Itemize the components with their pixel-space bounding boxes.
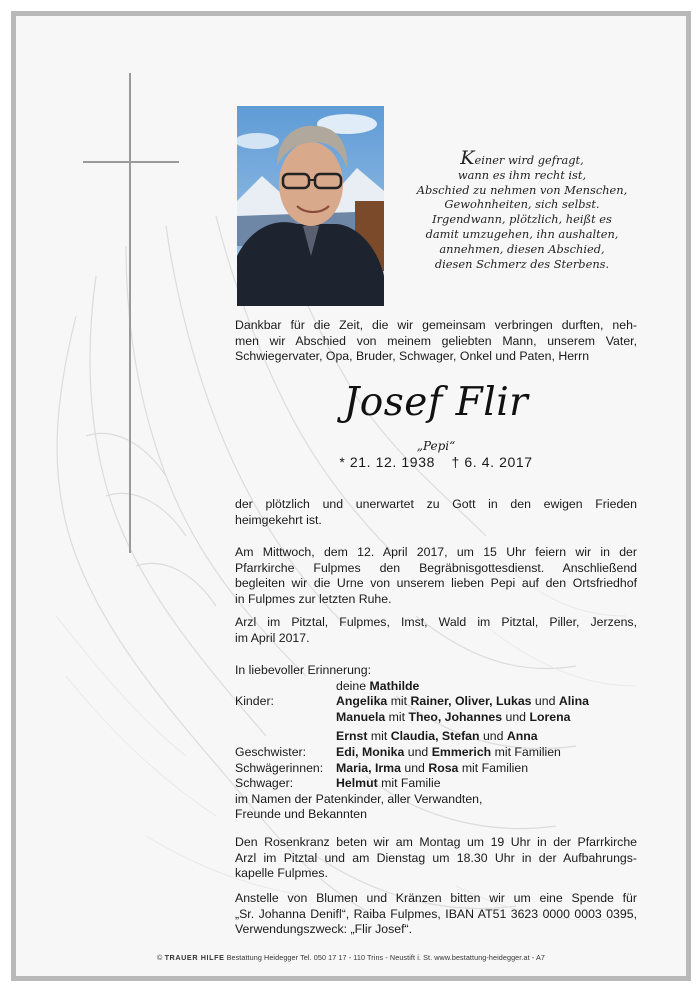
label-kinder: Kinder: <box>235 694 274 709</box>
intro-line: men wir Abschied von meinem geliebten Mann, unserem Vater, <box>235 333 637 348</box>
footer: © TRAUER HILFE Bestattung Heidegger Tel. 050 17 17 - 110 Trins - Neustift i. St. www.bestattung-heidegger.at - A7 <box>157 953 545 962</box>
poem <box>392 147 652 271</box>
birth-date: * 21. 12. 1938 <box>339 454 435 470</box>
paragraph-line: „Sr. Johanna Denifl“, Raiba Fulpmes, IBAN AT51 3623 0000 0003 0395, <box>235 906 637 921</box>
wife-name: Mathilde <box>369 678 420 693</box>
poem-line: Irgendwann, plötzlich, heißt es <box>432 212 612 227</box>
label-geschwister: Geschwister: <box>235 744 307 759</box>
label-schwaegerinnen: Schwägerinnen: <box>235 760 324 775</box>
intro-text <box>235 318 637 365</box>
footer-text: Bestattung Heidegger Tel. 050 17 17 - 110 Trins - Neustift i. St. www.bestattung-heidegger.at - A7 <box>226 953 545 962</box>
paragraph-line: der plötzlich und unerwartet zu Gott in den ewigen Frieden <box>235 497 637 511</box>
deceased-name: Josef Flir <box>343 380 529 425</box>
cross-icon <box>129 73 131 553</box>
paragraph-donation <box>235 891 637 938</box>
nickname: „Pepi“ <box>416 439 456 453</box>
poem-line: Keiner wird gefragt, <box>460 147 584 169</box>
death-date: † 6. 4. 2017 <box>451 454 533 470</box>
label-schwager: Schwager: <box>235 776 294 791</box>
poem-line: wann es ihm recht ist, <box>457 167 587 182</box>
paragraph-line: im April 2017. <box>235 630 310 645</box>
paragraph-funeral <box>235 545 637 607</box>
paragraph-line: kapelle Fulpmes. <box>235 866 328 881</box>
intro-line: Dankbar für die Zeit, die wir gemeinsam verbringen durften, neh- <box>235 318 637 332</box>
paragraph-line: Pfarrkirche Fulpmes den Begräbnisgottesdienst. Anschließend <box>235 560 637 575</box>
obituary-card <box>11 11 691 981</box>
family-closing: Freunde und Bekannten <box>235 807 367 822</box>
paragraph-passing <box>235 497 637 528</box>
paragraph-line: Den Rosenkranz beten wir am Montag um 19 Uhr in der Pfarrkirche <box>235 835 637 849</box>
poem-line: annehmen, diesen Abschied, <box>439 241 605 256</box>
paragraph-line: Am Mittwoch, dem 12. April 2017, um 15 Uhr feiern wir in der <box>235 545 637 559</box>
poem-line: Abschied zu nehmen von Menschen, <box>416 182 628 197</box>
paragraph-rosary <box>235 835 637 882</box>
family-closing: im Namen der Patenkinder, aller Verwandten, <box>235 791 483 806</box>
life-dates <box>235 454 637 470</box>
paragraph-line: in Fulpmes zur letzten Ruhe. <box>235 591 392 606</box>
paragraph-places <box>235 615 637 646</box>
paragraph-line: heimgekehrt ist. <box>235 512 322 527</box>
paragraph-line: Verwendungszweck: „Flir Josef“. <box>235 922 413 937</box>
poem-line: Gewohnheiten, sich selbst. <box>444 197 600 212</box>
family-heading: In liebevoller Erinnerung: <box>235 663 372 677</box>
paragraph-line: Anstelle von Blumen und Kränzen bitten wir um eine Spende für <box>235 891 637 905</box>
intro-line: Schwiegervater, Opa, Bruder, Schwager, Onkel und Paten, Herrn <box>235 349 590 364</box>
paragraph-line: begleiten wir die Urne von unserem lieben Pepi auf den Ortsfriedhof <box>235 576 637 591</box>
portrait-photo <box>237 106 384 306</box>
family-list: In liebevoller Erinnerung: deine Mathilde Kinder: Angelika mit Rainer, Oliver, Lukas und Alina Manuela mit Theo, Johannes und Lorena Ernst mit Claudia, Stefan und Anna Geschwister: Edi, Monika und Emmerich mit Familien Schwägerinnen: Maria, Irma und Rosa mit Familien Schwager: Helmut mit Familie im Namen der Patenkinder, aller Verwandten, Freunde und Bekannten <box>235 663 589 822</box>
paragraph-line: Arzl im Pitztal, Fulpmes, Imst, Wald im Pitztal, Piller, Jerzens, <box>235 615 637 629</box>
paragraph-line: Arzl im Pitztal und am Dienstag um 18.30 Uhr in der Aufbahrungs- <box>235 850 637 865</box>
poem-line: damit umzugehen, ihn aushalten, <box>425 226 619 241</box>
brand-name: TRAUER HILFE <box>164 953 225 962</box>
cross-icon-bar <box>83 161 179 163</box>
poem-line: diesen Schmerz des Sterbens. <box>434 256 610 271</box>
